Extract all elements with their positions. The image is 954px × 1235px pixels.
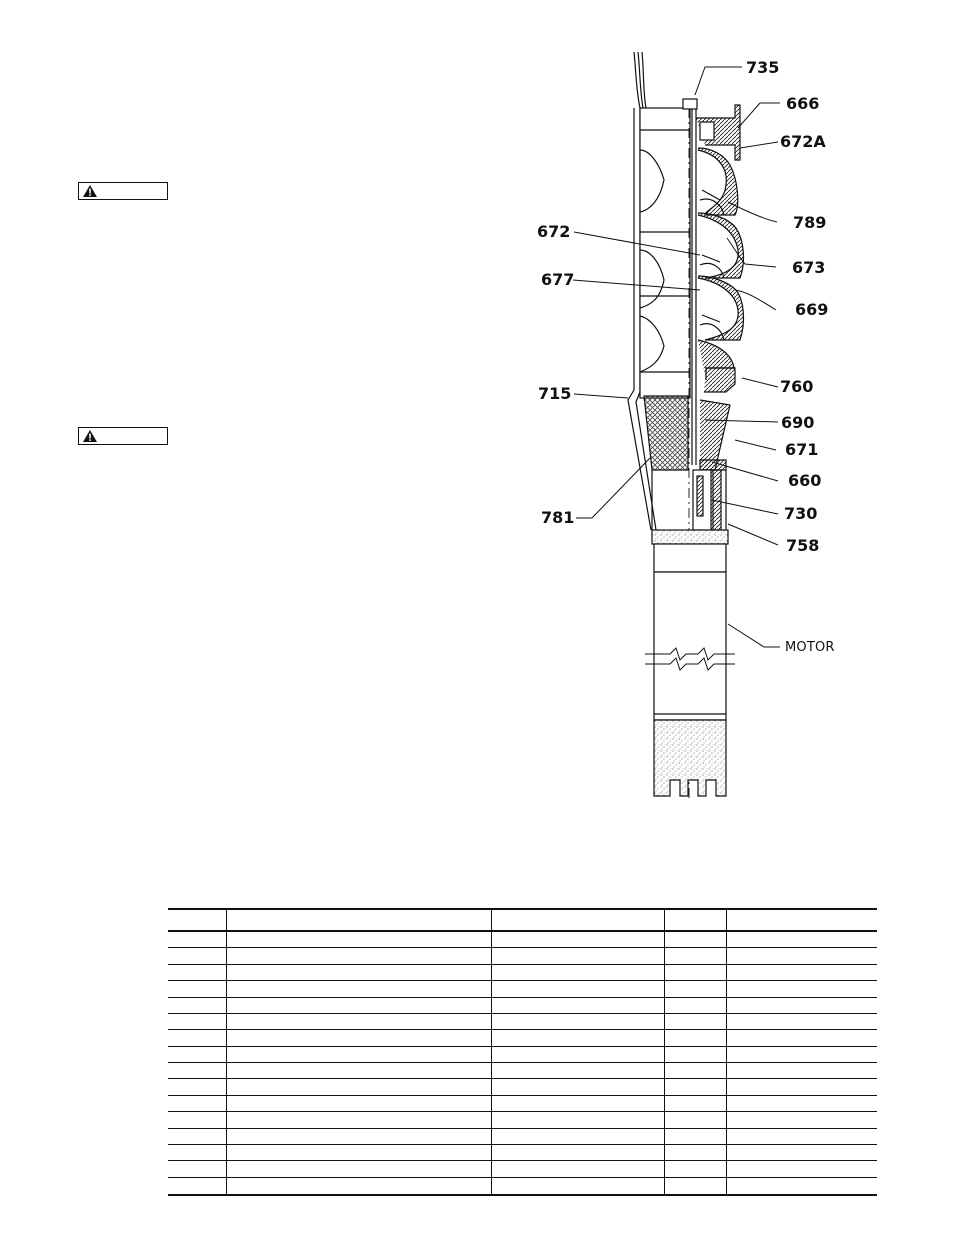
table-row [168,1079,877,1095]
callout-715: 715 [538,384,572,403]
table-row [168,1014,877,1030]
table-row [168,998,877,1014]
table-row [168,1161,877,1177]
callout-672: 672 [537,222,571,241]
callout-671: 671 [785,440,819,459]
table-row [168,1047,877,1063]
callout-660: 660 [788,471,822,490]
callout-758: 758 [786,536,820,555]
callout-760: 760 [780,377,814,396]
table-row [168,1129,877,1145]
table-row [168,1030,877,1046]
callout-781: 781 [541,508,575,527]
motor-body [654,544,726,572]
callout-672A: 672A [780,132,826,151]
table-row [168,981,877,997]
table-row [168,932,877,948]
table-row [168,1063,877,1079]
intake-screen [644,396,688,470]
table-row [168,1096,877,1112]
pump-shell [640,108,690,398]
pump-stages-section [698,148,743,380]
table-row [168,965,877,981]
table-row [168,1178,877,1194]
callout-789: 789 [793,213,827,232]
callout-730: 730 [784,504,818,523]
table-row [168,1112,877,1128]
callout-677: 677 [541,270,575,289]
table-header [168,910,877,932]
callout-690: 690 [781,413,815,432]
callout-735: 735 [746,58,780,77]
callout-673: 673 [792,258,826,277]
motor-base [654,720,726,796]
suction-housing [704,368,735,392]
callout-motor: MOTOR [785,640,835,655]
callout-669: 669 [795,300,829,319]
motor-bracket [652,530,728,544]
table-row [168,1145,877,1161]
callout-666: 666 [786,94,820,113]
table-row [168,948,877,964]
parts-list-table [168,908,877,1196]
